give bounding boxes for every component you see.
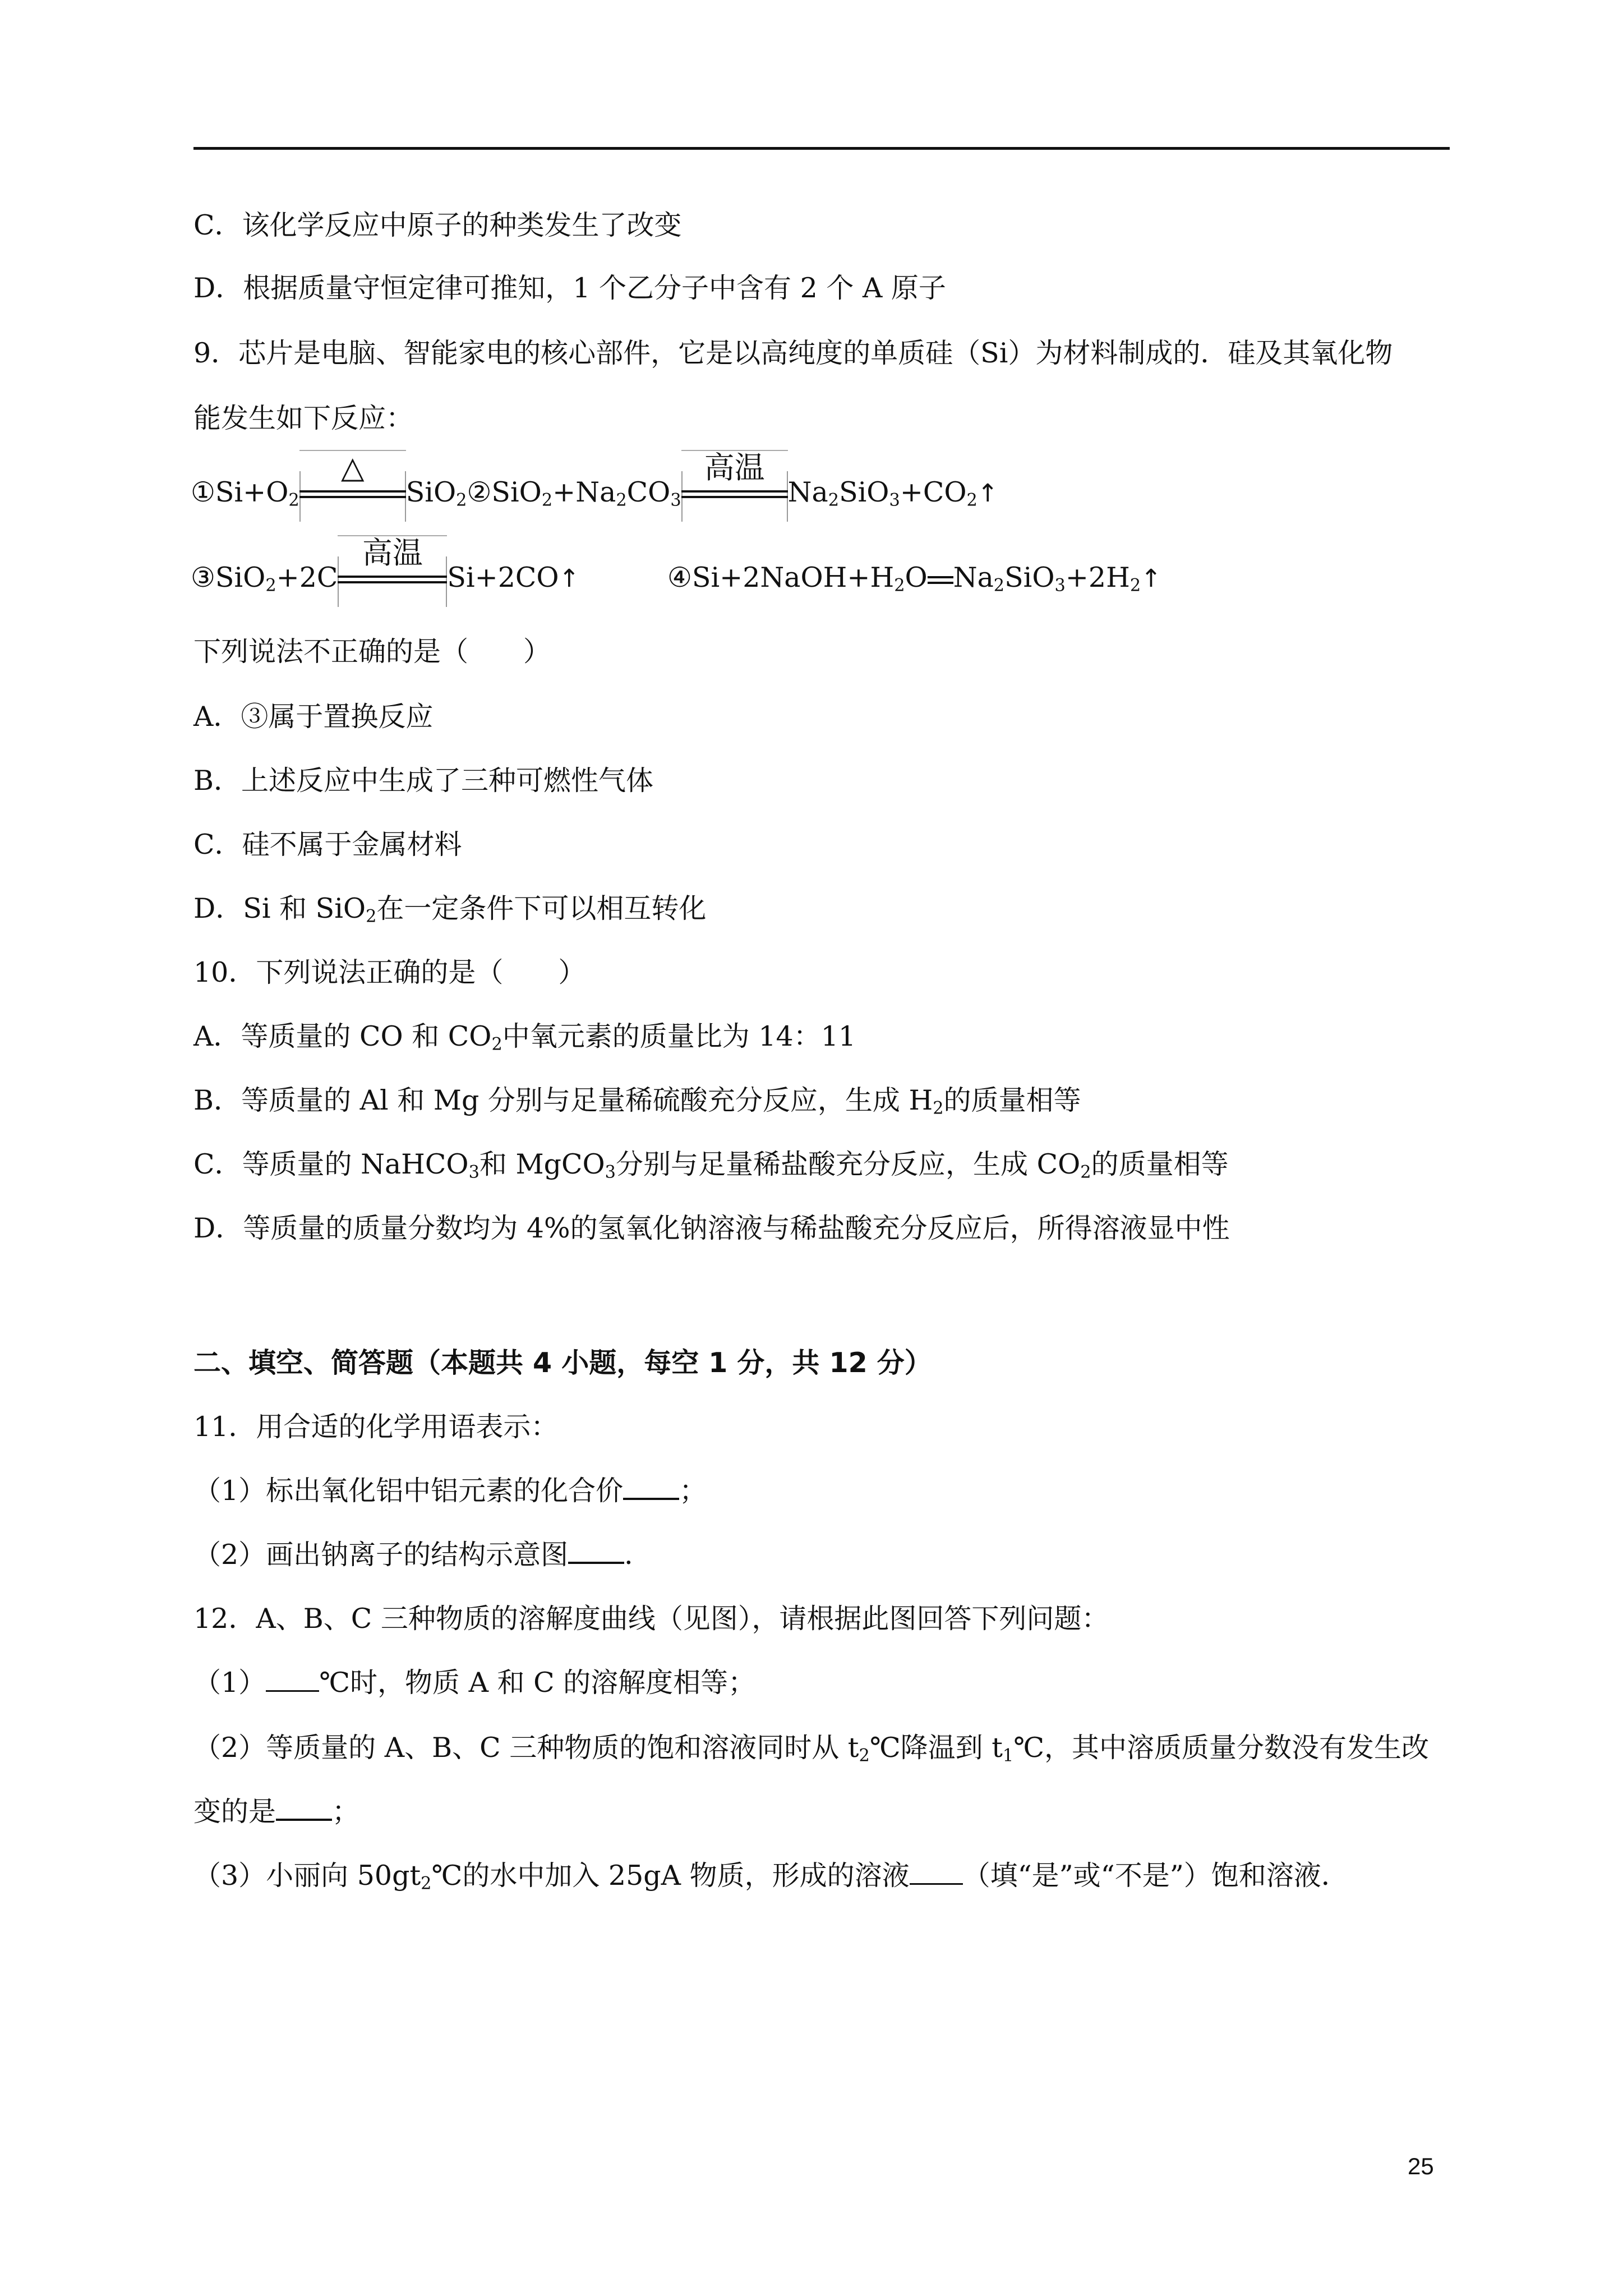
q12-part-3: （3）小丽向 $50gt_2℃$的水中加入 25gA 物质，形成的溶液 （填“是”或“不是”）饱和溶液． [193, 1860, 1349, 1894]
q10-option-b: B．等质量的 Al 和 Mg 分别与足量稀硫酸充分反应，生成 $H_2$的质量相等 [193, 1084, 1081, 1119]
reaction-3: ③SiO$_2$+2C 高温 Si+2CO↑ [191, 562, 579, 593]
q11-part-1: （1）标出氧化铝中铝元素的化合价 ； [193, 1475, 707, 1507]
reaction-condition-high-temp: 高温 [338, 563, 447, 597]
q8-option-c: C．该化学反应中原子的种类发生了改变 [193, 209, 682, 241]
q10-option-d: D．等质量的质量分数均为 4%的氢氧化钠溶液与稀盐酸充分反应后，所得溶液显中性 [193, 1212, 1230, 1244]
q9-reactions-row1 [191, 449, 998, 512]
q9-option-b: B．上述反应中生成了三种可燃性气体 [193, 765, 654, 797]
answer-blank[interactable] [266, 1668, 319, 1692]
reaction-4: $④Si+2NaOH+H_2O$ $Na_2SiO_3+2H_2↑$ [667, 562, 1162, 596]
answer-blank[interactable] [623, 1475, 679, 1500]
gas-arrow-icon: ↑ [1141, 564, 1162, 593]
q9-question: 下列说法不正确的是（ ） [193, 636, 551, 668]
q12-stem: 12．A、B、C 三种物质的溶解度曲线（见图），请根据此图回答下列问题： [193, 1603, 1109, 1635]
gas-arrow-icon: ↑ [977, 479, 998, 508]
q12-part-2-line2: 变的是 ； [193, 1796, 360, 1828]
gas-arrow-icon: ↑ [559, 564, 580, 593]
page-number: 25 [1408, 2153, 1434, 2179]
q8-option-d: D．根据质量守恒定律可推知，1 个乙分子中含有 2 个 A 原子 [193, 272, 946, 304]
answer-blank[interactable] [910, 1861, 963, 1885]
q10-option-c: C．等质量的 NaHCO$_3$和 MgCO$_3$分别与足量稀盐酸充分反应，生成 $CO_2$的质量相等 [193, 1148, 1229, 1182]
answer-blank[interactable] [568, 1539, 624, 1564]
header-rule [193, 147, 1450, 150]
double-equals-sign [928, 574, 953, 586]
reaction-1: $①Si+O_2$ △ SiO$_2$ [191, 476, 467, 508]
q9-stem-line1: 9．芯片是电脑、智能家电的核心部件，它是以高纯度的单质硅（Si）为材料制成的．硅及其氧化物 [193, 337, 1393, 369]
q11-part-2: （2）画出钠离子的结构示意图 ． [193, 1539, 652, 1571]
q9-reactions-row2 [191, 535, 580, 597]
reaction-condition-high-temp: 高温 [681, 478, 788, 512]
q12-part-2-line1: （2）等质量的 A、B、C 三种物质的饱和溶液同时从 $t_2℃$降温到 $t_1℃$，其中溶质质量分数没有发生改 [193, 1732, 1430, 1766]
q9-option-d: D．Si 和 SiO$_2$在一定条件下可以相互转化 [193, 892, 707, 927]
section-2-heading: 二、填空、简答题（本题共 4 小题，每空 1 分，共 12 分） [193, 1347, 932, 1379]
q12-part-1: （1） ℃时，物质 A 和 C 的溶解度相等； [193, 1667, 756, 1699]
reaction-2: $②SiO_2+Na_2CO_3$ 高温 $Na_2SiO_3+CO_2↑$ [467, 476, 998, 508]
q9-stem-line2: 能发生如下反应： [193, 402, 414, 434]
q9-option-c: C．硅不属于金属材料 [193, 829, 462, 861]
q9-option-a: A．③属于置换反应 [193, 701, 434, 733]
q10-option-a: A．等质量的 CO 和 $CO_2$中氧元素的质量比为 14：11 [193, 1020, 856, 1055]
answer-blank[interactable] [276, 1796, 332, 1821]
q11-stem: 11．用合适的化学用语表示： [193, 1411, 559, 1443]
q10-stem: 10．下列说法正确的是（ ） [193, 956, 586, 988]
reaction-condition-heat: △ [299, 478, 406, 512]
